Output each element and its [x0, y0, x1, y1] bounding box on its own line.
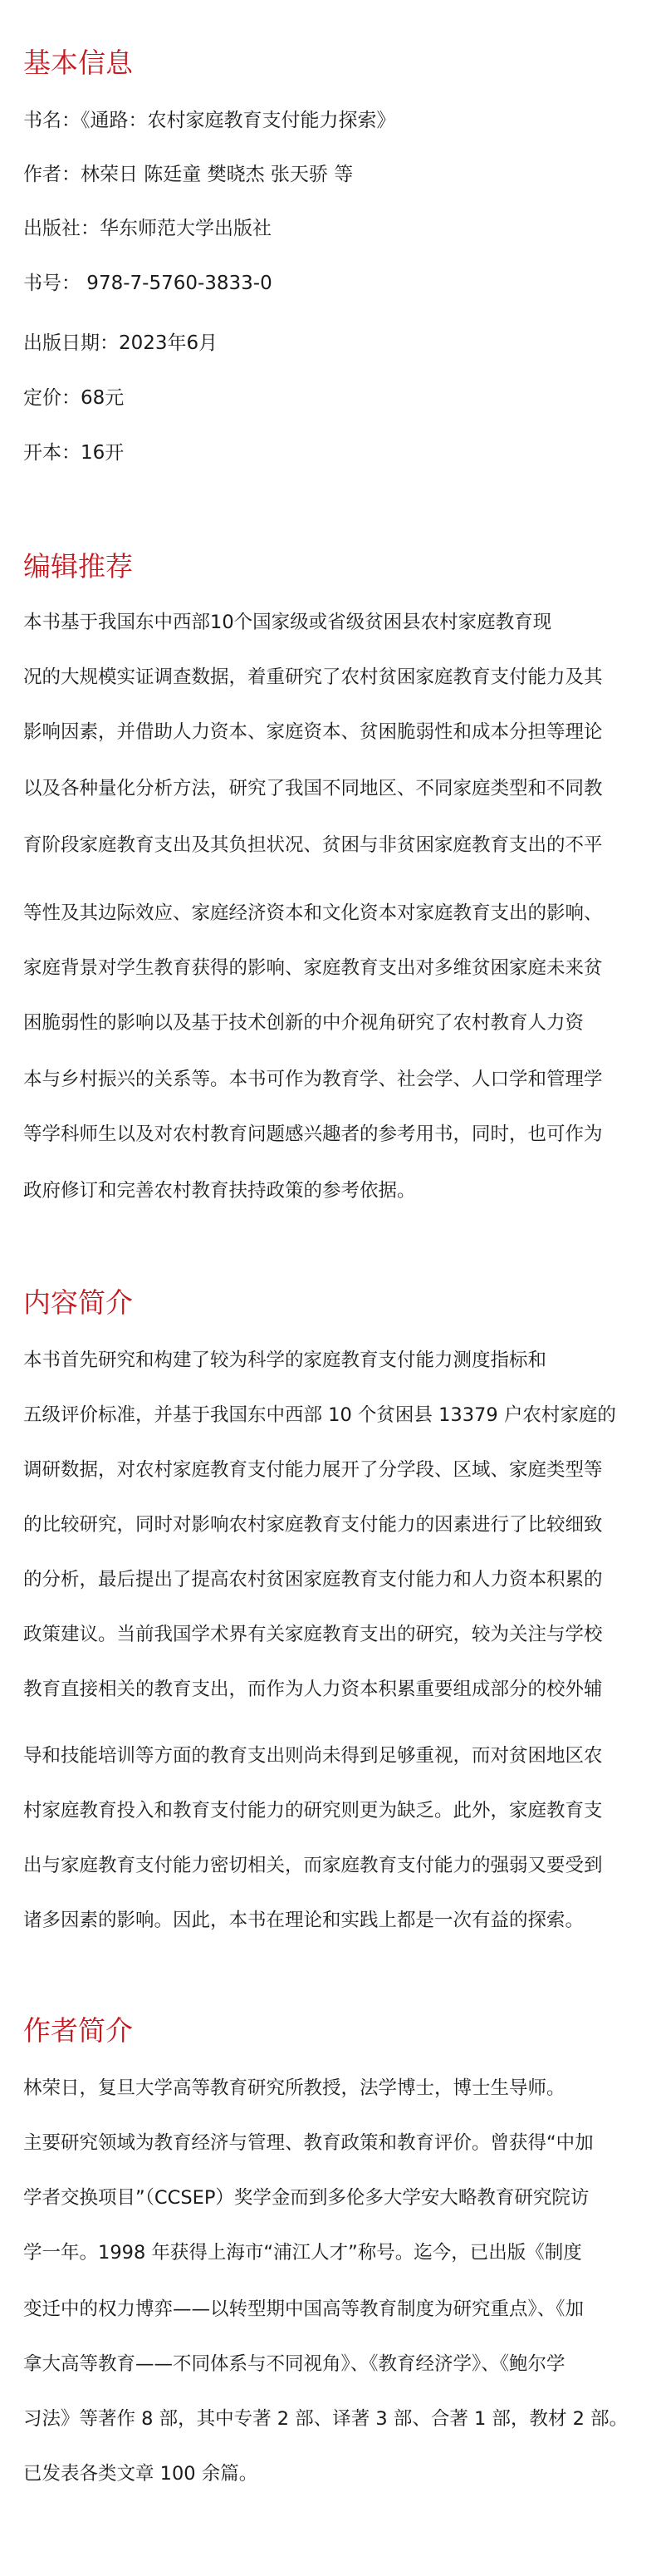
paragraph-line: 已发表各类文章 100 余篇。 — [23, 2463, 258, 2485]
editor-recommendation-heading: 编辑推荐 — [23, 550, 133, 583]
paragraph-line: 困脆弱性的影响以及基于技术创新的中介视角研究了农村教育人力资 — [23, 1012, 585, 1034]
info-line-format: 开本：16开 — [23, 442, 125, 464]
paragraph-line: 等性及其边际效应、家庭经济资本和文化资本对家庭教育支出的影响、 — [23, 902, 603, 924]
paragraph-line: 习法》等著作 8 部，其中专著 2 部、译著 3 部、合著 1 部，教材 2 部。 — [23, 2408, 629, 2430]
paragraph-line: 出与家庭教育支付能力密切相关，而家庭教育支付能力的强弱又要受到 — [23, 1855, 603, 1876]
info-line-date: 出版日期：2023年6月 — [23, 332, 218, 354]
paragraph-line: 导和技能培训等方面的教育支出则尚未得到足够重视，而对贫困地区农 — [23, 1745, 603, 1767]
paragraph-line: 本书基于我国东中西部10个国家级或省级贫困县农村家庭教育现 — [23, 612, 552, 633]
paragraph-line: 学者交换项目”（CCSEP）奖学金而到多伦多大学安大略教育研究院访 — [23, 2187, 590, 2209]
info-line-publisher: 出版社：华东师范大学出版社 — [23, 218, 272, 239]
paragraph-line: 育阶段家庭教育支出及其负担状况、贫困与非贫困家庭教育支出的不平 — [23, 834, 603, 856]
info-line-authors: 作者：林荣日 陈廷童 樊晓杰 张天骄 等 — [23, 164, 354, 185]
paragraph-line: 调研数据，对农村家庭教育支付能力展开了分学段、区域、家庭类型等 — [23, 1459, 603, 1481]
info-line-title: 书名：《通路：农村家庭教育支付能力探索》 — [23, 110, 396, 131]
paragraph-line: 教育直接相关的教育支出，而作为人力资本积累重要组成部分的校外辅 — [23, 1679, 603, 1700]
paragraph-line: 影响因素，并借助人力资本、家庭资本、贫困脆弱性和成本分担等理论 — [23, 721, 603, 743]
paragraph-line: 五级评价标准，并基于我国东中西部 10 个贫困县 13379 户农村家庭的 — [23, 1404, 616, 1426]
info-line-price: 定价：68元 — [23, 387, 125, 409]
paragraph-line: 本与乡村振兴的关系等。本书可作为教育学、社会学、人口学和管理学 — [23, 1069, 603, 1090]
paragraph-line: 等学科师生以及对农村教育问题感兴趣者的参考用书，同时，也可作为 — [23, 1123, 603, 1145]
paragraph-line: 拿大高等教育——不同体系与不同视角》、《教育经济学》、《鲍尔学 — [23, 2353, 565, 2375]
paragraph-line: 的比较研究，同时对影响农村家庭教育支付能力的因素进行了比较细致 — [23, 1514, 603, 1536]
paragraph-line: 林荣日，复旦大学高等教育研究所教授，法学博士，博士生导师。 — [23, 2077, 565, 2099]
paragraph-line: 家庭背景对学生教育获得的影响、家庭教育支出对多维贫困家庭未来贫 — [23, 957, 603, 979]
paragraph-line: 诸多因素的影响。因此，本书在理论和实践上都是一次有益的探索。 — [23, 1910, 585, 1931]
paragraph-line: 变迁中的权力博弈——以转型期中国高等教育制度为研究重点》、《加 — [23, 2298, 585, 2320]
paragraph-line: 政策建议。当前我国学术界有关家庭教育支出的研究，较为关注与学校 — [23, 1624, 603, 1645]
content-summary-heading: 内容简介 — [23, 1286, 133, 1319]
basic-info-heading: 基本信息 — [23, 47, 133, 79]
info-line-isbn: 书号： 978-7-5760-3833-0 — [23, 273, 272, 294]
paragraph-line: 况的大规模实证调查数据，着重研究了农村贫困家庭教育支付能力及其 — [23, 666, 603, 688]
paragraph-line: 的分析，最后提出了提高农村贫困家庭教育支付能力和人力资本积累的 — [23, 1569, 603, 1590]
paragraph-line: 本书首先研究和构建了较为科学的家庭教育支付能力测度指标和 — [23, 1349, 547, 1371]
author-intro-heading: 作者简介 — [23, 2014, 133, 2047]
paragraph-line: 以及各种量化分析方法，研究了我国不同地区、不同家庭类型和不同教 — [23, 778, 603, 799]
paragraph-line: 村家庭教育投入和教育支付能力的研究则更为缺乏。此外，家庭教育支 — [23, 1800, 603, 1821]
paragraph-line: 主要研究领域为教育经济与管理、教育政策和教育评价。曾获得“中加 — [23, 2132, 594, 2154]
paragraph-line: 政府修订和完善农村教育扶持政策的参考依据。 — [23, 1180, 416, 1202]
paragraph-line: 学一年。1998 年获得上海市“浦江人才”称号。迄今，已出版《制度 — [23, 2242, 582, 2264]
